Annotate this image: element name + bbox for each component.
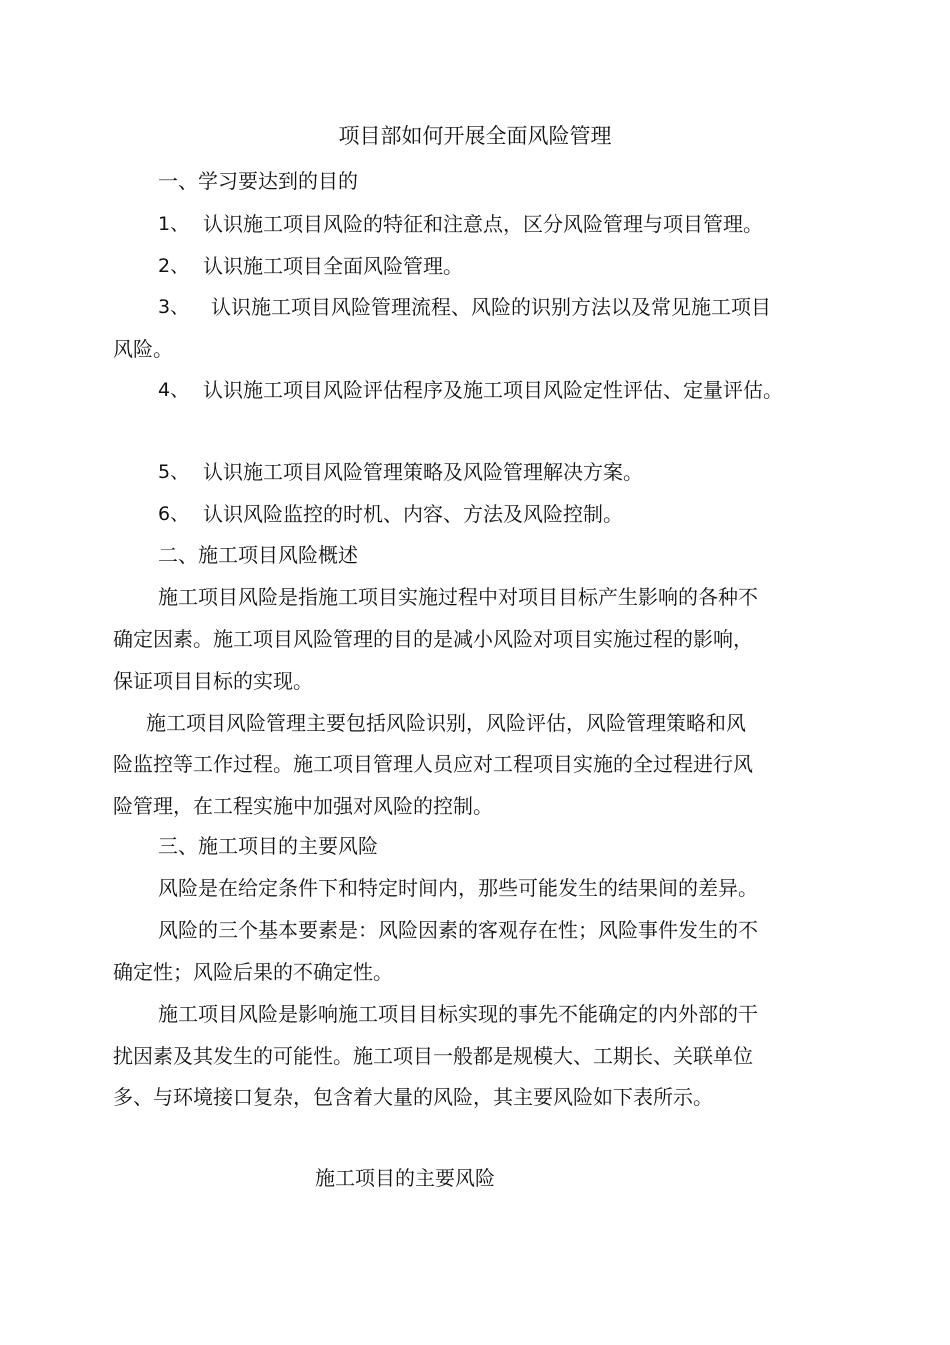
section-heading-3: 三、施工项目的主要风险 — [158, 834, 378, 858]
paragraph-line: 风险的三个基本要素是：风险因素的客观存在性；风险事件发生的不 — [158, 918, 758, 942]
paragraph-line: 多、与环境接口复杂，包含着大量的风险，其主要风险如下表所示。 — [113, 1085, 713, 1109]
table-caption: 施工项目的主要风险 — [315, 1166, 495, 1190]
list-item-text: 认识风险监控的时机、内容、方法及风险控制。 — [203, 502, 623, 526]
paragraph-line: 险管理，在工程实施中加强对风险的控制。 — [113, 794, 493, 818]
list-item-text: 认识施工项目风险的特征和注意点，区分风险管理与项目管理。 — [203, 212, 763, 236]
section-heading-2: 二、施工项目风险概述 — [158, 543, 358, 567]
document-title: 项目部如何开展全面风险管理 — [338, 124, 612, 148]
paragraph-line: 险监控等工作过程。施工项目管理人员应对工程项目实施的全过程进行风 — [113, 752, 753, 776]
list-item-text: 认识施工项目风险管理策略及风险管理解决方案。 — [203, 460, 643, 484]
list-item-text: 认识施工项目全面风险管理。 — [203, 254, 463, 278]
paragraph-line: 施工项目风险是影响施工项目目标实现的事先不能确定的内外部的干 — [158, 1002, 758, 1026]
paragraph-line: 施工项目风险管理主要包括风险识别，风险评估，风险管理策略和风 — [146, 711, 746, 735]
list-item-number: 2、 — [158, 255, 190, 277]
list-item-number: 1、 — [158, 213, 190, 235]
list-item-number: 4、 — [158, 379, 190, 401]
section-heading-1: 一、学习要达到的目的 — [158, 169, 358, 193]
list-item-text-continued: 风险。 — [113, 337, 173, 361]
paragraph-line: 风险是在给定条件下和特定时间内，那些可能发生的结果间的差异。 — [158, 876, 758, 900]
list-item-text: 认识施工项目风险管理流程、风险的识别方法以及常见施工项目 — [211, 295, 771, 319]
list-item-number: 3、 — [158, 296, 190, 318]
paragraph-line: 确定性；风险后果的不确定性。 — [113, 960, 393, 984]
paragraph-line: 保证项目目标的实现。 — [113, 669, 313, 693]
paragraph-line: 施工项目风险是指施工项目实施过程中对项目目标产生影响的各种不 — [158, 585, 758, 609]
list-item-number: 6、 — [158, 503, 190, 525]
paragraph-line: 扰因素及其发生的可能性。施工项目一般都是规模大、工期长、关联单位 — [113, 1044, 753, 1068]
list-item-text: 认识施工项目风险评估程序及施工项目风险定性评估、定量评估。 — [203, 378, 783, 402]
list-item-number: 5、 — [158, 461, 190, 483]
paragraph-line: 确定因素。施工项目风险管理的目的是减小风险对项目实施过程的影响， — [113, 627, 753, 651]
